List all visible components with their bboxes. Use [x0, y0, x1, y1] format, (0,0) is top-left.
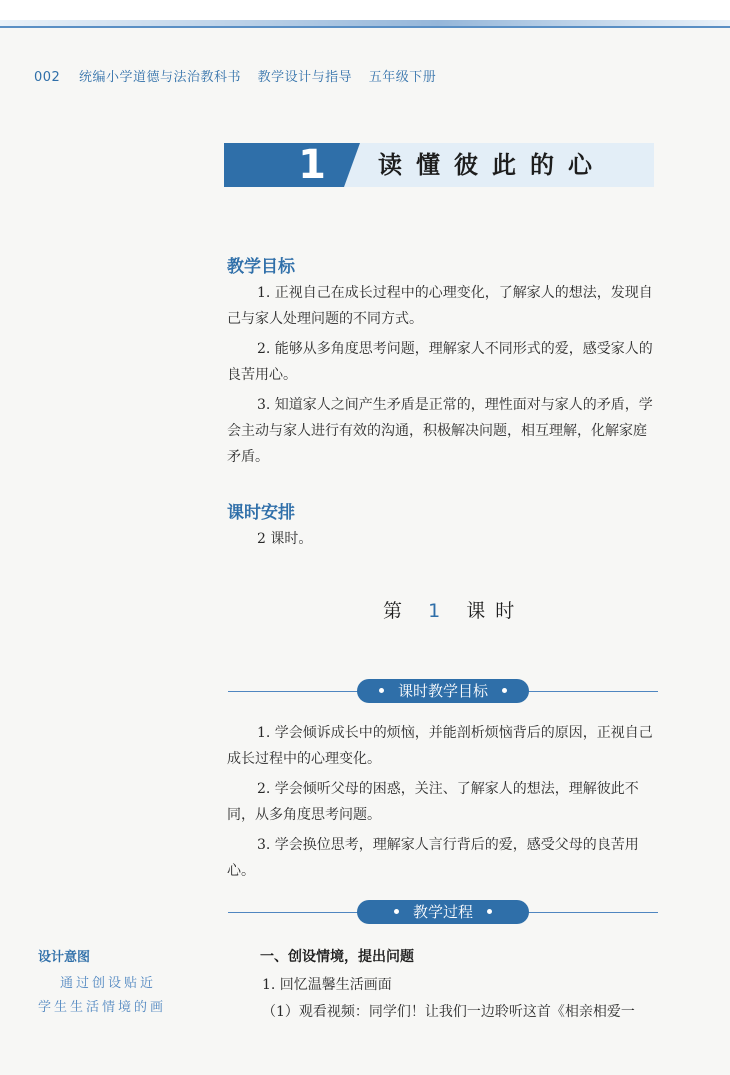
goal-item: 3. 知道家人之间产生矛盾是正常的，理性面对与家人的矛盾，学会主动与家人进行有效的沟通，积极解决问题，相互理解，化解家庭矛盾。	[227, 397, 653, 465]
top-border-accent	[0, 20, 730, 26]
design-intent-line: 学生生活情境的画	[38, 1000, 167, 1015]
running-head	[34, 66, 436, 85]
schedule-heading: 课时安排	[227, 503, 295, 523]
page-number: 002	[34, 70, 61, 85]
unit-number: 1	[224, 143, 344, 187]
process-section-heading: 一、创设情境，提出问题	[260, 949, 414, 965]
schedule-text: 2 课时。	[257, 531, 313, 547]
lesson-title	[383, 596, 524, 623]
process-sub-step: （1）观看视频：同学们！让我们一边聆听这首《相亲相爱一	[262, 1004, 635, 1020]
lesson-goal-item: 1. 学会倾诉成长中的烦恼，并能剖析烦恼背后的原因，正视自己成长过程中的心理变化。	[227, 725, 653, 767]
grade-label: 五年级下册	[368, 70, 437, 85]
design-intent-line: 通过创设贴近	[60, 976, 157, 991]
goal-item: 2. 能够从多角度思考问题，理解家人不同形式的爱，感受家人的良苦用心。	[227, 341, 653, 383]
design-intent-title: 设计意图	[38, 950, 91, 965]
process-step: 1. 回忆温馨生活画面	[262, 977, 392, 993]
lesson-number: 1	[428, 600, 451, 622]
process-label-text: 教学过程	[412, 903, 473, 921]
unit-number-notch	[344, 143, 360, 187]
unit-title: 读懂彼此的心	[378, 150, 606, 179]
goals-heading: 教学目标	[227, 257, 295, 277]
lesson-goal-item: 2. 学会倾听父母的困惑，关注、了解家人的想法，理解彼此不同，从多角度思考问题。	[227, 781, 639, 823]
unit-title-bar	[224, 143, 654, 187]
series-title: 教学设计与指导	[257, 70, 353, 85]
lesson-prefix: 第	[383, 600, 413, 622]
lesson-suffix: 课时	[466, 600, 525, 622]
lesson-goals-label	[357, 679, 529, 703]
lesson-goal-item: 3. 学会换位思考，理解家人言行背后的爱，感受父母的良苦用心。	[227, 837, 639, 879]
lesson-goals-label-text: 课时教学目标	[397, 682, 488, 700]
book-title: 统编小学道德与法治教科书	[78, 70, 241, 85]
bullet-dot	[394, 909, 399, 914]
goal-item: 1. 正视自己在成长过程中的心理变化，了解家人的想法，发现自己与家人处理问题的不同方式。	[227, 285, 653, 327]
bullet-dot	[379, 688, 384, 693]
bullet-dot	[487, 909, 492, 914]
process-label	[357, 900, 529, 924]
bullet-dot	[502, 688, 507, 693]
